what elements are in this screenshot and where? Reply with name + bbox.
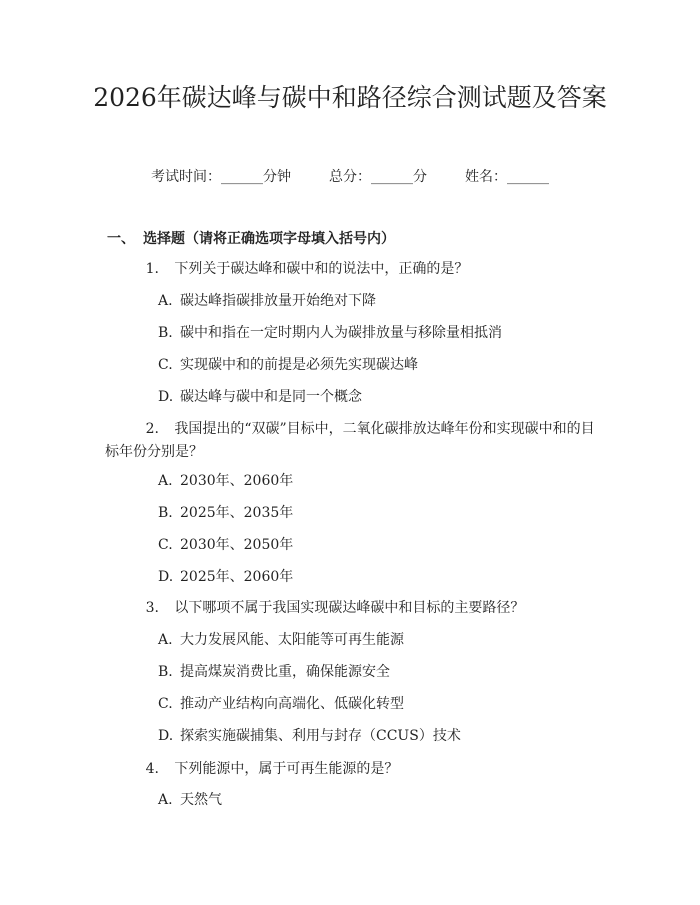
option-2c: [158, 535, 293, 555]
option-letter: C.: [158, 696, 173, 712]
option-2a: [158, 471, 293, 491]
option-letter: C.: [158, 537, 173, 553]
question-number: 1.: [145, 261, 159, 277]
option-letter: A.: [158, 632, 173, 648]
option-3b: [158, 662, 390, 682]
option-letter: D.: [158, 389, 174, 405]
question-1: [105, 258, 595, 281]
option-text: 探索实施碳捕集、利用与封存（CCUS）技术: [180, 728, 461, 744]
option-text: 2025年、2035年: [180, 505, 294, 521]
option-letter: B.: [158, 505, 173, 521]
option-1a: [158, 291, 376, 311]
question-4: [105, 758, 595, 781]
option-text: 碳达峰与碳中和是同一个概念: [180, 389, 362, 405]
question-text: 以下哪项不属于我国实现碳达峰碳中和目标的主要路径？: [174, 600, 525, 616]
option-text: 推动产业结构向高端化、低碳化转型: [180, 696, 404, 712]
section-heading: [107, 229, 395, 249]
question-number: 4.: [145, 761, 159, 777]
option-3d: [158, 726, 461, 746]
option-3c: [158, 694, 404, 714]
option-text: 实现碳中和的前提是必须先实现碳达峰: [180, 357, 418, 373]
question-text: 下列能源中，属于可再生能源的是？: [174, 761, 399, 777]
question-number: 3.: [145, 600, 159, 616]
option-2b: [158, 503, 293, 523]
option-letter: A.: [158, 473, 173, 489]
question-text: 我国提出的“双碳”目标中，二氧化碳排放达峰年份和实现碳中和的目标年份分别是？: [105, 421, 595, 460]
option-text: 大力发展风能、太阳能等可再生能源: [180, 632, 404, 648]
option-text: 碳达峰指碳排放量开始绝对下降: [180, 293, 376, 309]
question-2: [105, 418, 595, 464]
option-text: 提高煤炭消费比重，确保能源安全: [180, 664, 390, 680]
option-text: 2025年、2060年: [180, 569, 294, 585]
student-name-label: 姓名：______: [465, 169, 549, 185]
exam-meta: [0, 167, 700, 187]
option-1c: [158, 355, 418, 375]
document-title: 2026年碳达峰与碳中和路径综合测试题及答案: [93, 83, 607, 112]
section-number: 一、: [107, 231, 135, 247]
option-letter: A.: [158, 293, 173, 309]
option-text: 2030年、2060年: [180, 473, 294, 489]
option-text: 天然气: [180, 792, 222, 808]
total-score-label: 总分：______分: [329, 169, 427, 185]
option-letter: A.: [158, 792, 173, 808]
option-text: 碳中和指在一定时期内人为碳排放量与移除量相抵消: [180, 325, 502, 341]
option-letter: D.: [158, 569, 174, 585]
question-text: 下列关于碳达峰和碳中和的说法中，正确的是？: [174, 261, 469, 277]
option-letter: C.: [158, 357, 173, 373]
option-text: 2030年、2050年: [180, 537, 294, 553]
option-letter: B.: [158, 325, 173, 341]
option-4a: [158, 790, 222, 810]
section-title: 选择题（请将正确选项字母填入括号内）: [143, 231, 395, 247]
option-3a: [158, 630, 404, 650]
option-letter: B.: [158, 664, 173, 680]
option-1b: [158, 323, 502, 343]
option-1d: [158, 387, 362, 407]
option-2d: [158, 567, 293, 587]
option-letter: D.: [158, 728, 174, 744]
question-number: 2.: [145, 421, 159, 437]
exam-time-label: 考试时间：______分钟: [151, 169, 291, 185]
question-3: [105, 597, 595, 620]
